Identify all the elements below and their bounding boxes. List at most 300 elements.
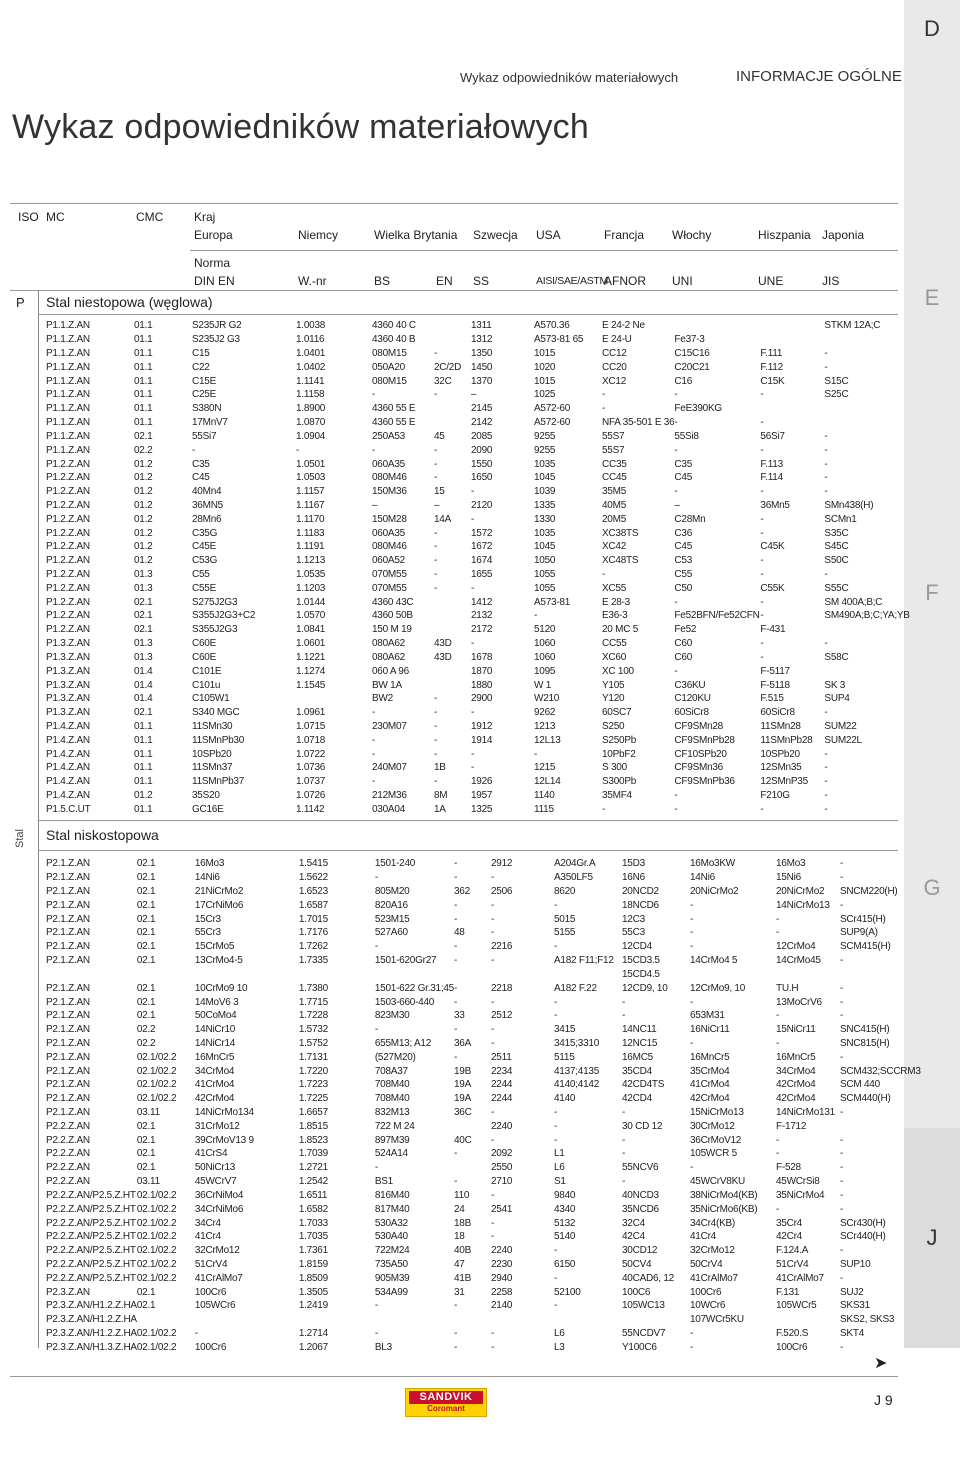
- table-row: [46, 885, 921, 899]
- cell-jis: -: [824, 458, 828, 470]
- cell-une: 11SMn28: [760, 720, 801, 732]
- cell-mc: P2.1.Z.AN: [46, 982, 90, 994]
- cell-ss: 1914: [471, 734, 493, 746]
- std-une: UNE: [758, 274, 784, 288]
- cell-uni: CF10SPb20: [674, 748, 727, 760]
- cell-afnor: CC20: [602, 361, 627, 373]
- cell-afnor: 55NCDV7: [622, 1328, 666, 1340]
- logo-brand: SANDVIK: [409, 1391, 483, 1404]
- cell-uni: -: [690, 927, 694, 939]
- cell-wnr: 1.7015: [298, 913, 328, 925]
- cell-afnor: 20NCD2: [622, 886, 659, 898]
- cell-cmc: 02.1: [134, 610, 153, 622]
- table-row: [46, 1244, 921, 1258]
- cell-uni: CF9SMnPb28: [674, 734, 735, 746]
- cell-afnor: 32C4: [622, 1217, 645, 1229]
- cell-bs: 150M28: [372, 513, 407, 525]
- cell-aisi: A182 F11;F12: [554, 955, 614, 967]
- country-germany: Niemcy: [298, 228, 339, 242]
- cell-une: -: [760, 555, 764, 567]
- cell-mc: P1.3.Z.AN: [46, 638, 90, 650]
- cell-bs: 832M13: [374, 1107, 410, 1119]
- table-row: [46, 1161, 921, 1175]
- table-row: [46, 664, 910, 678]
- cell-en: -: [454, 1051, 458, 1063]
- table-row: [46, 789, 910, 803]
- cell-en: 1A: [434, 803, 446, 815]
- cell-uni: -: [674, 486, 678, 498]
- cell-mc: P1.1.Z.AN: [46, 444, 90, 456]
- cell-uni: C15C16: [674, 348, 710, 360]
- cell-aisi: 1060: [534, 638, 556, 650]
- cell-bs: -: [372, 444, 376, 456]
- cell-mc: P1.4.Z.AN: [46, 776, 90, 788]
- cell-aisi: 1095: [534, 665, 556, 677]
- cell-jis: S35C: [824, 527, 849, 539]
- cell-uni: 32CrMo12: [690, 1245, 735, 1257]
- cell-afnor: 100C6: [622, 1286, 651, 1298]
- cell-uni: 14CrMo4 5: [690, 955, 738, 967]
- cell-aisi: -: [554, 1120, 558, 1132]
- cell-bs: 4360 55 E: [372, 403, 416, 415]
- cell-cmc: 01.3: [134, 582, 153, 594]
- cell-en: -: [434, 527, 438, 539]
- cell-en: -: [454, 899, 458, 911]
- cell-cmc: 01.2: [134, 472, 153, 484]
- cell-cmc: 02.1/02.2: [136, 1245, 177, 1257]
- cell-din-en: 50CoMo4: [194, 1010, 237, 1022]
- cell-en: [434, 319, 471, 333]
- cell-jis: -: [840, 858, 844, 870]
- cell-wnr: 1.1142: [296, 803, 325, 815]
- cell-din-en: 15CrMo5: [194, 941, 235, 953]
- cell-en: -: [454, 1148, 458, 1160]
- cell-uni: –: [674, 499, 680, 511]
- cell-wnr: 1.7131: [298, 1051, 328, 1063]
- cell-une: -: [760, 444, 764, 456]
- cell-une: -: [760, 596, 764, 608]
- cell-mc: P1.1.Z.AN: [46, 320, 90, 332]
- cell-jis: SNC415(H): [840, 1024, 890, 1036]
- cell-afnor: CC35: [602, 458, 627, 470]
- cell-une: -: [760, 638, 764, 650]
- cell-wnr: 1.2542: [298, 1176, 328, 1188]
- cell-wnr: 1.5415: [298, 858, 328, 870]
- cell-mc: P2.1.Z.AN: [46, 1107, 90, 1119]
- cell-mc: P2.1.Z.AN: [46, 886, 90, 898]
- cell-cmc: 01.2: [134, 486, 153, 498]
- cell-wnr: 1.7035: [298, 1231, 328, 1243]
- cell-une: TU.H: [776, 982, 799, 994]
- cell-din-en: 17MnV7: [192, 417, 228, 429]
- cell-cmc: [137, 1313, 195, 1327]
- cell-din-en: 55Cr3: [194, 927, 221, 939]
- cell-cmc: 02.1: [136, 1286, 156, 1298]
- cell-uni: C120KU: [674, 693, 711, 705]
- table-row: [46, 692, 910, 706]
- tab-e[interactable]: E: [904, 58, 960, 538]
- cell-ss: 1926: [471, 776, 493, 788]
- cell-aisi: W 1: [534, 679, 552, 691]
- cell-afnor: S250Pb: [602, 734, 637, 746]
- cell-bs: 823M30: [374, 1010, 410, 1022]
- cell-din-en: C15E: [192, 375, 217, 387]
- cell-wnr: 1.1221: [296, 651, 326, 663]
- cell-jis: -: [840, 1341, 844, 1353]
- cell-din-en: S235JR G2: [192, 320, 242, 332]
- cell-mc: P2.2.Z.AN/P2.5.Z.HT: [46, 1231, 136, 1243]
- cell-ss: 2240: [491, 1120, 513, 1132]
- cell-bs: 050A20: [372, 361, 405, 373]
- cell-une: -: [760, 651, 764, 663]
- cell-uni: -: [690, 941, 694, 953]
- cell-din-en: 11SMn37: [192, 762, 233, 774]
- cell-mc: [46, 968, 137, 982]
- cell-mc: P1.2.Z.AN: [46, 555, 90, 567]
- cell-ss: [491, 1313, 554, 1327]
- cell-cmc: 02.2: [136, 1037, 156, 1049]
- cell-aisi: 1335: [534, 499, 556, 511]
- cell-jis: SCM432;SCCRM3: [840, 1065, 921, 1077]
- cell-une: 12SMnP35: [760, 776, 808, 788]
- cell-bs: 060A35: [372, 527, 405, 539]
- cell-mc: P1.2.Z.AN: [46, 458, 90, 470]
- cell-ss: 2085: [471, 430, 493, 442]
- cell-wnr: 1.7380: [298, 982, 328, 994]
- cell-une: -: [760, 389, 764, 401]
- cell-bs: 080M15: [372, 375, 407, 387]
- cell-ss: 2218: [491, 982, 513, 994]
- cell-bs: 1503-660-440: [374, 996, 435, 1008]
- cell-ss: 1325: [471, 803, 493, 815]
- cell-bs: 150 M 19: [372, 624, 412, 636]
- cell-uni: C55: [674, 569, 693, 581]
- cell-en: [454, 1119, 491, 1133]
- cell-din-en: 10CrMo9 10: [194, 982, 248, 994]
- table-row: [46, 443, 910, 457]
- cell-afnor: 15CD3.5: [622, 955, 660, 967]
- cell-en: 36A: [454, 1037, 472, 1049]
- cell-aisi: 1140: [534, 790, 555, 802]
- cell-en: -: [454, 982, 458, 994]
- cell-afnor: E 24-U: [602, 334, 632, 346]
- cell-une: -: [760, 527, 764, 539]
- cell-afnor: 42CD4TS: [622, 1079, 665, 1091]
- table-row: [46, 1106, 921, 1120]
- table-row: [46, 981, 921, 995]
- cell-din-en: 51CrV4: [194, 1258, 228, 1270]
- cell-aisi: 4340: [554, 1203, 576, 1215]
- cell-wnr: 1.0737: [296, 776, 326, 788]
- cell-wnr: 1.0503: [296, 472, 326, 484]
- cell-une: F.520.S: [776, 1328, 809, 1340]
- cell-une: F-5118: [760, 679, 790, 691]
- table-row: [46, 1119, 921, 1133]
- cell-afnor: 15D3: [622, 858, 645, 870]
- cell-ss: 2512: [491, 1010, 513, 1022]
- cell-en: -: [454, 996, 458, 1008]
- cell-din-en: 34CrNiMo6: [194, 1203, 244, 1215]
- tab-f[interactable]: F: [904, 538, 960, 648]
- cell-wnr: 1.0501: [296, 458, 326, 470]
- cell-mc: P2.1.Z.AN: [46, 1079, 90, 1091]
- cell-en: -: [454, 941, 458, 953]
- cell-jis: SCr415(H): [840, 913, 886, 925]
- cell-en: -: [434, 776, 438, 788]
- cell-une: 36Mn5: [760, 499, 790, 511]
- cell-din-en: 50NiCr13: [194, 1162, 236, 1174]
- cell-aisi: 6150: [554, 1258, 576, 1270]
- cell-uni: 12CrMo9, 10: [690, 982, 746, 994]
- cell-wnr: 1.1141: [296, 375, 325, 387]
- cell-une: F210G: [760, 790, 790, 802]
- cell-aisi: 1330: [534, 513, 556, 525]
- cell-en: -: [434, 569, 438, 581]
- tab-g[interactable]: G: [904, 648, 960, 1128]
- table-lowalloy: [46, 857, 921, 1354]
- cell-une: -: [776, 927, 780, 939]
- cell-uni: 16NiCr11: [690, 1024, 730, 1036]
- cell-cmc: 02.1/02.2: [136, 1189, 177, 1201]
- cell-en: -: [434, 348, 438, 360]
- cell-aisi: 3415: [554, 1024, 576, 1036]
- cell-mc: P1.2.Z.AN: [46, 527, 90, 539]
- cell-uni: 41Cr4: [690, 1231, 716, 1243]
- cell-en: -: [434, 693, 438, 705]
- cell-en: -: [434, 444, 438, 456]
- cell-mc: P2.1.Z.AN: [46, 913, 90, 925]
- cell-aisi: 1055: [534, 582, 556, 594]
- cell-wnr: 1.1170: [296, 513, 325, 525]
- cell-ss: 2240: [491, 1245, 513, 1257]
- cell-une: [760, 333, 824, 347]
- cell-afnor: 15CD4.5: [622, 968, 660, 980]
- table-row: [46, 1202, 921, 1216]
- cell-ss: -: [491, 1024, 495, 1036]
- cell-bs: 897M39: [374, 1134, 410, 1146]
- table-row: [46, 761, 910, 775]
- cell-aisi: 1213: [534, 720, 556, 732]
- cell-cmc: 01.2: [134, 555, 153, 567]
- cell-aisi: 5120: [534, 624, 556, 636]
- cell-mc: P1.2.Z.AN: [46, 513, 90, 525]
- cell-afnor: -: [622, 1148, 626, 1160]
- cell-uni: [690, 968, 776, 982]
- cell-mc: P2.2.Z.AN: [46, 1176, 90, 1188]
- cell-din-en: 41CrAlMo7: [194, 1272, 243, 1284]
- cell-mc: P1.2.Z.AN: [46, 610, 90, 622]
- cell-jis: SNCM220(H): [840, 886, 898, 898]
- cell-cmc: 01.2: [134, 513, 153, 525]
- cell-ss: 1957: [471, 790, 493, 802]
- cell-une: C55K: [760, 582, 785, 594]
- table-row: [46, 1175, 921, 1189]
- cell-bs: 060A52: [372, 555, 405, 567]
- cell-ss: 2912: [491, 858, 513, 870]
- cell-ss: 1572: [471, 527, 493, 539]
- cell-cmc: 02.1/02.2: [136, 1328, 177, 1340]
- cell-ss: 1880: [471, 679, 493, 691]
- cell-mc: P2.2.Z.AN: [46, 1120, 90, 1132]
- cell-uni: -: [690, 1328, 694, 1340]
- cell-en: -: [434, 555, 438, 567]
- cell-din-en: 34Cr4: [194, 1217, 221, 1229]
- cell-une: 16MnCr5: [776, 1051, 816, 1063]
- cell-en: -: [434, 748, 438, 760]
- cell-jis: SCMn1: [824, 513, 857, 525]
- cell-afnor: 40NCD3: [622, 1189, 659, 1201]
- cell-mc: P2.3.Z.AN/H1.2.Z.HA: [46, 1300, 137, 1312]
- cell-bs: 722M24: [374, 1245, 410, 1257]
- cell-bs: BL3: [374, 1341, 392, 1353]
- cell-en: 14A: [434, 513, 452, 525]
- cell-une: -: [776, 1134, 780, 1146]
- cell-uni: 15NiCrMo13: [690, 1107, 744, 1119]
- cell-afnor: 40CAD6, 12: [622, 1272, 674, 1284]
- cell-jis: [840, 968, 921, 982]
- cell-en: 19B: [454, 1065, 472, 1077]
- cell-mc: P2.1.Z.AN: [46, 872, 90, 884]
- cell-cmc: 01.1: [134, 320, 153, 332]
- cell-jis: -: [840, 899, 844, 911]
- table-row: [46, 499, 910, 513]
- cell-ss: -: [491, 1134, 495, 1146]
- cell-wnr: 1.7039: [298, 1148, 328, 1160]
- cell-une: F-528: [776, 1162, 801, 1174]
- cell-en: 18: [454, 1231, 465, 1243]
- cell-afnor: E 28-3: [602, 596, 630, 608]
- cell-en: -: [434, 389, 438, 401]
- cell-mc: P1.1.Z.AN: [46, 417, 90, 429]
- cell-wnr: 1.2714: [298, 1328, 328, 1340]
- cell-uni: -: [690, 913, 694, 925]
- cell-afnor: 12NC15: [622, 1037, 658, 1049]
- cell-uni: FeE390KG: [674, 403, 722, 415]
- cell-aisi: A573-81: [534, 596, 571, 608]
- tab-d[interactable]: D: [904, 0, 960, 58]
- cell-din-en: 42CrMo4: [194, 1093, 235, 1105]
- cell-afnor: XC42: [602, 541, 627, 553]
- cell-uni: C20C21: [674, 361, 710, 373]
- cell-jis: SCr430(H): [840, 1217, 886, 1229]
- cell-bs: (527M20): [374, 1051, 416, 1063]
- cell-jis: S50C: [824, 555, 849, 567]
- cell-bs: 080A62: [372, 638, 405, 650]
- cell-cmc: 02.1: [136, 1134, 156, 1146]
- cell-bs: 080M46: [372, 472, 407, 484]
- cell-bs: -: [372, 748, 376, 760]
- cell-aisi: 5155: [554, 927, 576, 939]
- cell-cmc: 02.1: [136, 858, 156, 870]
- cell-aisi: 5140: [554, 1231, 576, 1243]
- cell-mc: P1.5.C.UT: [46, 803, 91, 815]
- cell-aisi: A573-81 65: [534, 334, 584, 346]
- country-usa: USA: [536, 228, 561, 242]
- cell-uni: 14Ni6: [690, 872, 715, 884]
- cell-bs: -: [374, 872, 378, 884]
- cell-jis: -: [824, 748, 828, 760]
- table-row: [46, 430, 910, 444]
- cell-jis: -: [840, 955, 844, 967]
- cell-aisi: 1035: [534, 458, 556, 470]
- cell-uni: C45: [674, 472, 693, 484]
- cell-une: -: [760, 569, 764, 581]
- cell-uni: -: [690, 1341, 694, 1353]
- cell-en: 40C: [454, 1134, 472, 1146]
- cell-une: 12SMn35: [760, 762, 802, 774]
- std-ss: SS: [473, 274, 490, 288]
- cell-afnor: XC38TS: [602, 527, 639, 539]
- cell-aisi: 9255: [534, 444, 556, 456]
- cell-bs: -: [372, 389, 376, 401]
- cell-mc: P2.1.Z.AN: [46, 1024, 90, 1036]
- cell-jis: SNC815(H): [840, 1037, 890, 1049]
- cell-din-en: C101E: [192, 665, 222, 677]
- cell-din-en: 55Si7: [192, 430, 217, 442]
- cell-une: 14CrMo45: [776, 955, 821, 967]
- cell-bs: 708M40: [374, 1093, 410, 1105]
- section-rule-lowalloy: [38, 850, 898, 851]
- cell-en: 43D: [434, 638, 452, 650]
- cell-jis: [824, 623, 909, 637]
- cell-mc: P1.3.Z.AN: [46, 679, 90, 691]
- cell-bs: 530A32: [374, 1217, 408, 1229]
- cell-bs: 060 A 96: [372, 665, 409, 677]
- cell-mc: P1.1.Z.AN: [46, 389, 90, 401]
- cell-din-en: C35: [192, 458, 210, 470]
- cell-cmc: 02.2: [134, 444, 153, 456]
- cell-jis: -: [824, 776, 828, 788]
- cell-mc: P1.4.Z.AN: [46, 748, 90, 760]
- cell-une: -: [760, 803, 764, 815]
- cell-afnor: 55S7: [602, 430, 625, 442]
- section-label: INFORMACJE OGÓLNE: [736, 68, 902, 85]
- cell-ss: -: [491, 1341, 495, 1353]
- cell-bs: 1501-622 Gr.31;45: [374, 982, 454, 994]
- cell-bs: [375, 968, 454, 982]
- cell-en: -: [454, 1300, 458, 1312]
- cell-une: 56Si7: [760, 430, 785, 442]
- cell-une: C45K: [760, 541, 785, 553]
- table-row: [46, 1327, 921, 1341]
- cell-une: 105WCr5: [776, 1300, 817, 1312]
- cell-cmc: 01.2: [134, 458, 153, 470]
- cell-wnr: 1.7715: [298, 996, 328, 1008]
- country-sweden: Szwecja: [473, 228, 518, 242]
- cell-afnor: -: [602, 389, 606, 401]
- cell-bs: -: [374, 941, 378, 953]
- tab-j[interactable]: J: [904, 1128, 960, 1348]
- table-row: [46, 609, 910, 623]
- cell-une: F.112: [760, 361, 783, 373]
- cell-afnor: CC45: [602, 472, 627, 484]
- cell-ss: 2258: [491, 1286, 513, 1298]
- cell-ss: 1912: [471, 720, 493, 732]
- cell-wnr: [296, 692, 372, 706]
- cell-bs: 530A40: [374, 1231, 408, 1243]
- cell-une: -: [760, 417, 764, 429]
- cell-wnr: 1.1213: [296, 555, 326, 567]
- cell-uni: C45: [674, 541, 693, 553]
- table-row: [46, 968, 921, 982]
- cell-din-en: 28Mn6: [192, 513, 222, 525]
- cell-jis: -: [840, 1203, 844, 1215]
- cell-en: [434, 333, 471, 347]
- cell-afnor: -: [622, 1010, 626, 1022]
- cell-jis: -: [840, 1010, 844, 1022]
- cell-din-en: 14NiCr10: [194, 1024, 236, 1036]
- table-row: [46, 471, 910, 485]
